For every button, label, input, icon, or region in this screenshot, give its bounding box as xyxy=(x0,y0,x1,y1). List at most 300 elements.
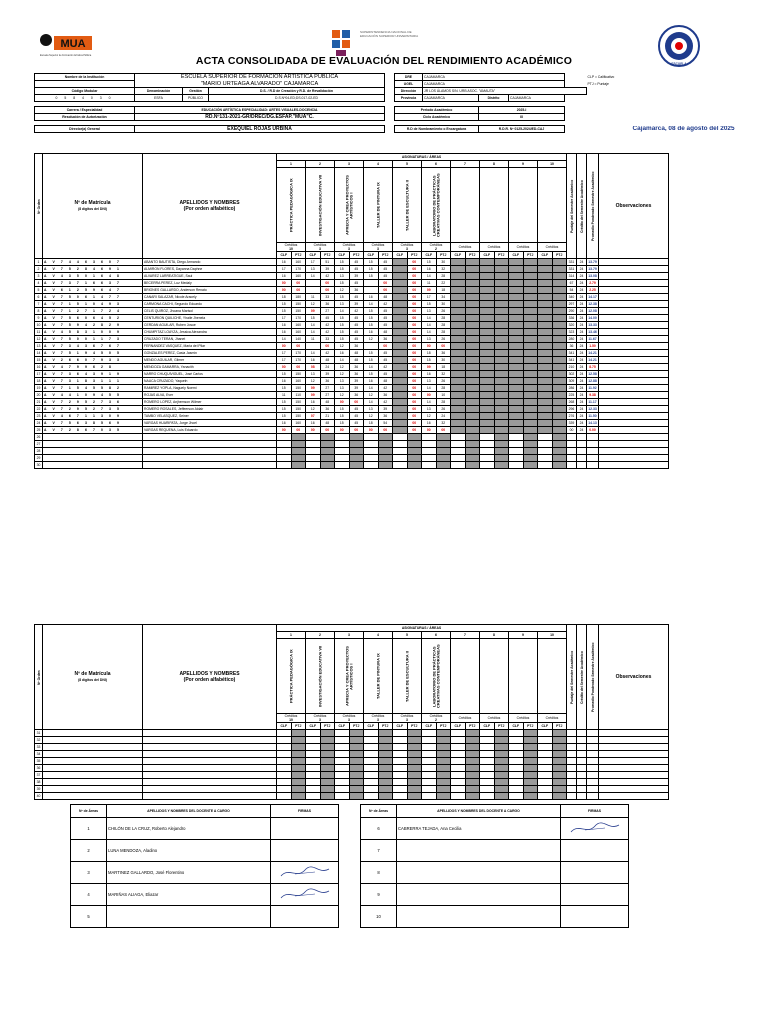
area-name xyxy=(538,639,567,714)
matricula-cell: A V 7 5 2 8 4 6 9 1 xyxy=(43,266,143,273)
grade-cell: 150 xyxy=(291,413,306,420)
row-number: 14 xyxy=(35,350,43,357)
creditos-total-cell xyxy=(577,772,587,779)
area-name: APRECIA Y CREA PROYECTOS ARTÍSTICOS I xyxy=(335,639,364,714)
grade-cell xyxy=(465,350,480,357)
grade-cell xyxy=(552,427,567,434)
teacher-area-number: 5 xyxy=(71,906,107,928)
grade-cell xyxy=(465,315,480,322)
grade-cell: 48 xyxy=(378,294,393,301)
grade-cell xyxy=(523,420,538,427)
grade-cell xyxy=(422,786,437,793)
grade-cell xyxy=(509,357,524,364)
legend-ptj: PTJ = Puntaje xyxy=(587,82,609,86)
grade-cell xyxy=(509,786,524,793)
grade-cell: 12 xyxy=(364,413,379,420)
grade-cell xyxy=(393,273,408,280)
grade-cell xyxy=(465,329,480,336)
row-number: 7 xyxy=(35,301,43,308)
teacher-area-number: 7 xyxy=(361,840,397,862)
matricula-cell xyxy=(43,744,143,751)
grade-cell: 14 xyxy=(422,322,437,329)
row-number: 13 xyxy=(35,343,43,350)
promedio-cell xyxy=(587,441,599,448)
grade-cell xyxy=(364,793,379,800)
grade-cell xyxy=(364,772,379,779)
grade-cell xyxy=(277,751,292,758)
ptj-header: PTJ xyxy=(407,252,422,259)
grade-cell: 11 xyxy=(277,392,292,399)
grade-cell xyxy=(538,779,553,786)
grade-cell: 14 xyxy=(364,364,379,371)
observaciones-cell xyxy=(599,413,669,420)
grade-cell xyxy=(552,308,567,315)
grade-cell: 00 xyxy=(335,399,350,406)
row-number: 24 xyxy=(35,420,43,427)
grade-cell: 28 xyxy=(436,399,451,406)
teacher-sign-header: FIRMAS xyxy=(561,805,629,818)
grade-cell xyxy=(509,744,524,751)
signature-cell xyxy=(561,862,629,884)
grade-cell xyxy=(523,441,538,448)
grade-cell xyxy=(451,744,466,751)
table-row xyxy=(35,420,669,427)
grade-cell xyxy=(451,350,466,357)
observaciones-cell xyxy=(599,378,669,385)
grade-cell xyxy=(436,793,451,800)
grade-cell: 45 xyxy=(349,294,364,301)
grade-cell xyxy=(509,793,524,800)
table-row xyxy=(35,434,669,441)
grade-cell xyxy=(364,462,379,469)
grade-cell xyxy=(393,336,408,343)
grade-cell xyxy=(320,779,335,786)
area-name xyxy=(509,639,538,714)
grade-cell xyxy=(509,350,524,357)
grade-cell xyxy=(494,779,509,786)
observaciones-cell xyxy=(599,315,669,322)
grade-cell xyxy=(552,772,567,779)
table-row xyxy=(35,336,669,343)
observaciones-cell xyxy=(599,455,669,462)
grade-cell xyxy=(465,294,480,301)
observaciones-cell xyxy=(599,772,669,779)
puntaje-cell: 36 xyxy=(567,343,577,350)
grade-cell: 00 xyxy=(349,399,364,406)
matricula-cell: A V 4 6 7 1 1 3 0 9 xyxy=(43,413,143,420)
observaciones-cell xyxy=(599,357,669,364)
grade-cell: 00 xyxy=(407,399,422,406)
grade-cell xyxy=(480,266,495,273)
grade-cell xyxy=(509,329,524,336)
grade-cell xyxy=(538,357,553,364)
matricula-cell xyxy=(43,448,143,455)
teacher-area-number: 6 xyxy=(361,818,397,840)
grade-cell: 15 xyxy=(335,413,350,420)
creditos-total-cell xyxy=(577,786,587,793)
grade-cell xyxy=(538,786,553,793)
creditos-total-cell xyxy=(577,455,587,462)
grade-cell xyxy=(480,744,495,751)
student-name: ROMERO ROSALES, Jeffeerson Aldair xyxy=(143,406,277,413)
grade-cell xyxy=(378,448,393,455)
grade-cell: 09 xyxy=(422,364,437,371)
puntaje-cell: 341 xyxy=(567,357,577,364)
grade-cell: 15 xyxy=(335,294,350,301)
table-row xyxy=(35,308,669,315)
grade-cell: 00 xyxy=(378,427,393,434)
promedio-cell xyxy=(587,786,599,793)
grade-cell xyxy=(494,294,509,301)
grade-cell xyxy=(422,744,437,751)
grade-cell: 16 xyxy=(277,322,292,329)
rd-value: R.D.R. Nº 0125-2024/ED-CAJ xyxy=(479,126,565,133)
grade-cell xyxy=(523,280,538,287)
grade-cell xyxy=(494,378,509,385)
teacher-name-header: APELLIDOS Y NOMBRES DEL DOCENTE A CARGO xyxy=(397,805,561,818)
creditos-total-cell: 24 xyxy=(577,378,587,385)
grade-cell xyxy=(538,434,553,441)
grade-cell xyxy=(509,441,524,448)
grade-cell: 11 xyxy=(306,294,321,301)
table-row xyxy=(35,441,669,448)
grade-cell: 00 xyxy=(407,266,422,273)
grade-cell: 15 xyxy=(335,322,350,329)
row-number: 9 xyxy=(35,315,43,322)
grade-cell xyxy=(538,294,553,301)
grade-cell: 36 xyxy=(320,406,335,413)
grade-cell xyxy=(538,758,553,765)
grade-cell: 00 xyxy=(407,259,422,266)
grade-cell: 00 xyxy=(277,364,292,371)
grade-cell: 13 xyxy=(335,378,350,385)
observaciones-cell xyxy=(599,287,669,294)
observaciones-cell xyxy=(599,786,669,793)
grade-cell: 51 xyxy=(320,259,335,266)
grade-cell xyxy=(393,378,408,385)
grade-cell xyxy=(552,357,567,364)
grade-cell xyxy=(552,786,567,793)
student-name xyxy=(143,441,277,448)
student-name xyxy=(143,730,277,737)
grade-cell xyxy=(509,779,524,786)
row-number: 20 xyxy=(35,392,43,399)
grade-cell: 00 xyxy=(407,406,422,413)
grade-cell xyxy=(306,758,321,765)
grade-cell xyxy=(552,420,567,427)
grade-cell: 42 xyxy=(378,385,393,392)
matricula-cell: A V 6 1 2 5 9 6 4 7 xyxy=(43,287,143,294)
observaciones-cell xyxy=(599,364,669,371)
row-number: 22 xyxy=(35,406,43,413)
student-name: ALMIRON FLORES, Dayanna Daphne xyxy=(143,266,277,273)
date-text: Cajamarca, 08 de agosto del 2025 xyxy=(632,125,735,132)
grade-cell xyxy=(480,399,495,406)
svg-text:MUA: MUA xyxy=(60,38,86,50)
teacher-row xyxy=(361,818,629,840)
signature-cell xyxy=(271,862,339,884)
creditos-cell: Créditos xyxy=(451,243,480,252)
grade-cell: 160 xyxy=(291,322,306,329)
grade-cell xyxy=(538,392,553,399)
area-name: TALLER DE ESCULTURA II xyxy=(393,639,422,714)
grade-cell xyxy=(277,455,292,462)
area-name xyxy=(480,168,509,243)
grade-cell xyxy=(451,434,466,441)
grade-cell: 00 xyxy=(291,287,306,294)
area-name xyxy=(509,168,538,243)
grade-cell xyxy=(552,385,567,392)
grade-cell: 00 xyxy=(407,420,422,427)
grade-cell: 00 xyxy=(306,427,321,434)
grade-cell xyxy=(480,350,495,357)
creditos-total-cell: 24 xyxy=(577,294,587,301)
grade-cell xyxy=(451,357,466,364)
direccion-value: JR LOS ÁLAMOS S/N. URB ASOC. "AMAUTA" xyxy=(423,88,587,95)
promedio-cell: 12.08 xyxy=(588,309,597,313)
grade-cell xyxy=(378,434,393,441)
grade-cell: 26 xyxy=(436,308,451,315)
matricula-cell: A V 7 5 6 3 8 5 6 9 xyxy=(43,420,143,427)
row-number: 5 xyxy=(35,287,43,294)
grade-cell xyxy=(451,406,466,413)
grade-cell xyxy=(349,730,364,737)
creditos-cell: Créditos 3 xyxy=(393,243,422,252)
grade-cell xyxy=(480,441,495,448)
grade-cell: 14 xyxy=(306,329,321,336)
grade-cell: 15 xyxy=(335,329,350,336)
creditos-cell: Créditos 2 xyxy=(422,714,451,723)
grade-cell xyxy=(509,315,524,322)
grade-cell xyxy=(320,455,335,462)
grade-cell: 00 xyxy=(407,329,422,336)
table-row xyxy=(35,751,669,758)
grade-cell xyxy=(393,455,408,462)
grade-cell xyxy=(407,779,422,786)
grade-cell xyxy=(393,413,408,420)
grade-cell: 45 xyxy=(378,322,393,329)
teacher-name: CHILÓN DE LA CRUZ, Roberto Alejandro xyxy=(107,818,271,840)
grade-cell: 28 xyxy=(436,315,451,322)
grade-cell xyxy=(335,786,350,793)
grade-cell xyxy=(509,737,524,744)
matricula-cell: A V 7 3 6 4 3 9 1 9 xyxy=(43,371,143,378)
grade-cell xyxy=(465,441,480,448)
grade-cell xyxy=(291,751,306,758)
grade-cell xyxy=(436,455,451,462)
grade-cell: 12 xyxy=(335,371,350,378)
grade-cell xyxy=(320,737,335,744)
grade-cell: 30 xyxy=(436,301,451,308)
grade-cell: 170 xyxy=(291,315,306,322)
area-number: 2 xyxy=(306,161,335,168)
grade-cell xyxy=(552,779,567,786)
grade-cell xyxy=(494,357,509,364)
area-number: 7 xyxy=(451,632,480,639)
grade-cell xyxy=(494,399,509,406)
creditos-cell: Créditos 3 xyxy=(335,243,364,252)
grade-cell: 17 xyxy=(306,259,321,266)
row-number: 38 xyxy=(35,779,43,786)
grade-cell: 00 xyxy=(407,287,422,294)
grade-cell xyxy=(364,434,379,441)
signature xyxy=(275,885,335,903)
row-number: 8 xyxy=(35,308,43,315)
grade-cell: 18 xyxy=(422,350,437,357)
grade-cell: 17 xyxy=(277,266,292,273)
grade-cell: 14 xyxy=(306,322,321,329)
table-row xyxy=(35,357,669,364)
row-number: 21 xyxy=(35,399,43,406)
grade-cell xyxy=(320,751,335,758)
grade-cell xyxy=(436,730,451,737)
matricula-cell: A V 4 7 9 9 6 2 8 xyxy=(43,364,143,371)
grade-cell xyxy=(277,730,292,737)
grade-cell: 18 xyxy=(277,294,292,301)
grade-cell: 16 xyxy=(306,399,321,406)
table-row xyxy=(35,786,669,793)
teachers-table-right xyxy=(360,804,629,928)
provincia-value: CAJAMARCA xyxy=(423,95,479,102)
grade-cell: 00 xyxy=(320,343,335,350)
table-row xyxy=(35,772,669,779)
area-number: 5 xyxy=(393,161,422,168)
grade-cell xyxy=(465,765,480,772)
grade-cell xyxy=(335,772,350,779)
grade-cell xyxy=(494,385,509,392)
promedio-cell: 13.33 xyxy=(588,323,597,327)
signature-cell xyxy=(271,840,339,862)
grade-cell: 140 xyxy=(291,336,306,343)
grade-cell xyxy=(552,392,567,399)
grade-cell: 16 xyxy=(277,259,292,266)
grade-cell xyxy=(552,737,567,744)
grade-cell xyxy=(465,413,480,420)
resol-label: Resolución de Autorización xyxy=(35,114,135,121)
grade-cell xyxy=(422,737,437,744)
row-number: 4 xyxy=(35,280,43,287)
grade-cell: 00 xyxy=(364,427,379,434)
row-number: 12 xyxy=(35,336,43,343)
grade-cell xyxy=(451,280,466,287)
grade-cell xyxy=(393,364,408,371)
grade-cell xyxy=(465,448,480,455)
ptj-header: PTJ xyxy=(407,723,422,730)
grade-cell xyxy=(393,765,408,772)
row-number: 3 xyxy=(35,273,43,280)
matricula-cell: A V 7 2 8 6 7 0 3 5 xyxy=(43,427,143,434)
creditos-total-cell xyxy=(577,793,587,800)
grade-cell xyxy=(509,259,524,266)
grade-cell xyxy=(393,301,408,308)
grade-cell xyxy=(494,772,509,779)
row-number: 28 xyxy=(35,448,43,455)
clf-header: CLF xyxy=(393,252,408,259)
promedio-cell: 13.79 xyxy=(588,267,597,271)
area-name: TALLER DE PINTURA IX xyxy=(364,639,393,714)
asignaturas-header: ASIGNATURAS / ÁREAS xyxy=(277,625,567,632)
grade-cell xyxy=(523,385,538,392)
area-number: 10 xyxy=(538,161,567,168)
grade-cell: 16 xyxy=(422,371,437,378)
puntaje-cell: 309 xyxy=(567,378,577,385)
grade-cell xyxy=(552,378,567,385)
area-name: PRÁCTICA PEDAGÓGICA IX xyxy=(277,168,306,243)
puntaje-cell xyxy=(567,730,577,737)
grade-cell xyxy=(538,322,553,329)
grade-cell xyxy=(291,786,306,793)
grade-cell: 42 xyxy=(320,329,335,336)
creditos-total-cell: 24 xyxy=(577,273,587,280)
teacher-area-number: 10 xyxy=(361,906,397,928)
carrera-label: Carrera / Especialidad xyxy=(35,107,135,114)
puntaje-cell xyxy=(567,441,577,448)
grade-cell xyxy=(523,259,538,266)
table-row xyxy=(35,385,669,392)
student-name xyxy=(143,462,277,469)
grade-cell: 45 xyxy=(349,259,364,266)
teacher-sign-header: FIRMAS xyxy=(271,805,339,818)
puntaje-cell xyxy=(567,744,577,751)
ptj-header: PTJ xyxy=(436,252,451,259)
teacher-name-header: APELLIDOS Y NOMBRES DEL DOCENTE A CARGO xyxy=(107,805,271,818)
student-name: VARGAS HUARIPATA, Jorge Jhoel xyxy=(143,420,277,427)
grade-cell xyxy=(320,441,335,448)
grade-cell: 39 xyxy=(320,371,335,378)
signature-cell xyxy=(561,818,629,840)
grade-cell: 27 xyxy=(320,385,335,392)
grade-cell xyxy=(552,287,567,294)
grade-cell xyxy=(451,441,466,448)
row-number: 34 xyxy=(35,751,43,758)
grade-cell: 45 xyxy=(349,336,364,343)
creditos-total-cell: 24 xyxy=(577,308,587,315)
grade-cell xyxy=(349,779,364,786)
grade-cell xyxy=(393,343,408,350)
grade-cell xyxy=(494,308,509,315)
grade-cell xyxy=(306,455,321,462)
area-name: LABORATORIO DE PRÁCTICAS CREATIVAS CONTEMPORÁNEAS xyxy=(422,168,451,243)
grade-cell xyxy=(277,434,292,441)
grade-cell: 12 xyxy=(335,364,350,371)
grade-cell: 00 xyxy=(407,315,422,322)
student-name: CERDAN AGUILAR, Ruben Josue xyxy=(143,322,277,329)
area-name: PRÁCTICA PEDAGÓGICA IX xyxy=(277,639,306,714)
grade-cell xyxy=(422,765,437,772)
grade-cell xyxy=(451,413,466,420)
grade-cell xyxy=(277,441,292,448)
grade-cell: 00 xyxy=(407,273,422,280)
grade-cell xyxy=(393,385,408,392)
grade-cell: 15 xyxy=(335,406,350,413)
creditos-total-cell: 24 xyxy=(577,364,587,371)
grade-cell xyxy=(393,399,408,406)
clf-header: CLF xyxy=(422,252,437,259)
grade-cell xyxy=(552,751,567,758)
observaciones-cell xyxy=(599,294,669,301)
creditos-cell: Créditos 3 xyxy=(306,714,335,723)
promedio-cell xyxy=(587,772,599,779)
grade-cell xyxy=(523,287,538,294)
grade-cell: 13 xyxy=(422,378,437,385)
creditos-cell: Créditos xyxy=(509,243,538,252)
grade-cell xyxy=(451,793,466,800)
grade-cell xyxy=(480,371,495,378)
matricula-cell: A V 7 5 0 0 1 1 7 3 xyxy=(43,336,143,343)
grade-cell: 15 xyxy=(335,336,350,343)
promedio-cell: 9.38 xyxy=(587,392,599,399)
matricula-cell: A V 7 5 9 4 2 8 2 9 xyxy=(43,322,143,329)
